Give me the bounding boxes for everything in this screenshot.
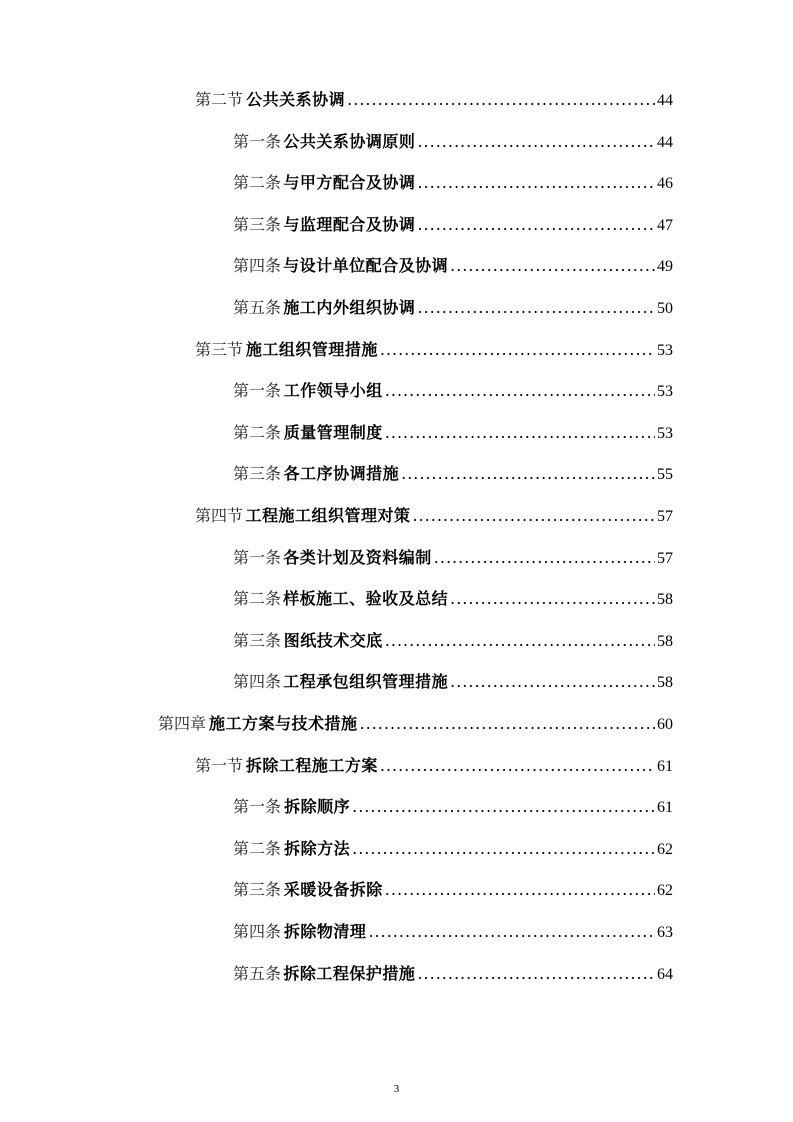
toc-entry-number: 第一条	[233, 131, 282, 151]
toc-entry-title: 施工组织管理措施	[245, 339, 378, 359]
toc-entry-title: 工程施工组织管理对策	[245, 506, 411, 525]
toc-entry[interactable]	[195, 754, 673, 778]
toc-entry-page: 53	[657, 341, 673, 359]
toc-entry-page: 58	[657, 591, 673, 609]
toc-entry-page: 61	[657, 757, 673, 775]
toc-entry-title: 公共关系协调	[246, 90, 346, 109]
toc-entry-number: 第二节	[195, 90, 244, 109]
toc-entry-title: 各类计划及资料编制	[283, 547, 432, 567]
toc-dot-leader	[368, 920, 655, 944]
toc-entry-page: 57	[657, 508, 673, 525]
toc-entry-title: 样板施工、验收及总结	[283, 589, 449, 609]
toc-entry[interactable]	[195, 338, 673, 362]
toc-dot-leader	[352, 795, 655, 819]
toc-dot-leader	[360, 712, 655, 736]
toc-dot-leader	[380, 754, 655, 778]
toc-entry-page: 50	[657, 300, 673, 317]
toc-entry[interactable]	[233, 546, 673, 570]
toc-entry-title: 施工内外组织协调	[283, 298, 416, 317]
toc-dot-leader	[417, 171, 655, 195]
toc-entry[interactable]	[233, 130, 673, 154]
toc-entry-number: 第二条	[233, 838, 282, 858]
toc-entry-number: 第四条	[233, 256, 282, 276]
toc-entry[interactable]	[233, 254, 673, 278]
toc-entry-title: 与设计单位配合及协调	[283, 256, 449, 276]
toc-entry-title: 拆除顺序	[284, 797, 351, 817]
toc-entry-number: 第一条	[233, 381, 282, 401]
toc-entry-number: 第三条	[233, 464, 282, 484]
toc-dot-leader	[401, 462, 655, 486]
toc-entry-title: 工作领导小组	[283, 381, 383, 401]
toc-entry[interactable]	[233, 171, 673, 195]
toc-entry-number: 第三条	[233, 880, 282, 900]
toc-dot-leader	[412, 504, 655, 528]
toc-dot-leader	[380, 338, 655, 362]
toc-dot-leader	[385, 379, 655, 403]
toc-dot-leader	[450, 587, 655, 611]
toc-entry-number: 第三条	[233, 214, 282, 234]
toc-entry-number: 第一节	[195, 755, 244, 775]
toc-entry-page: 46	[657, 175, 673, 193]
toc-dot-leader	[385, 629, 655, 653]
toc-dot-leader	[417, 213, 655, 237]
toc-entry-number: 第三条	[233, 630, 282, 650]
toc-entry-title: 拆除工程保护措施	[283, 963, 416, 983]
toc-entry-number: 第二条	[233, 422, 282, 442]
toc-dot-leader	[417, 130, 655, 154]
toc-entry-number: 第二条	[233, 589, 282, 609]
toc-entry[interactable]	[233, 920, 673, 944]
toc-entry-page: 47	[657, 216, 673, 234]
toc-entry-page: 62	[657, 882, 673, 900]
toc-entry[interactable]	[233, 213, 673, 237]
toc-entry-number: 第二条	[233, 173, 282, 193]
toc-entry-number: 第五条	[233, 298, 282, 317]
toc-entry[interactable]	[233, 795, 673, 819]
toc-entry-page: 61	[657, 799, 673, 817]
toc-entry-title: 拆除工程施工方案	[245, 755, 378, 775]
toc-entry-page: 63	[657, 924, 673, 941]
toc-entry-number: 第四节	[195, 506, 244, 525]
toc-entry-title: 与甲方配合及协调	[283, 173, 416, 193]
toc-entry[interactable]	[233, 962, 673, 986]
toc-entry-page: 58	[657, 674, 673, 692]
toc-entry[interactable]	[158, 712, 673, 736]
toc-dot-leader	[347, 88, 655, 112]
toc-entry-page: 49	[657, 258, 673, 276]
toc-dot-leader	[417, 962, 655, 986]
toc-entry-number: 第四条	[233, 672, 282, 692]
toc-dot-leader	[450, 254, 655, 278]
toc-entry[interactable]	[233, 670, 673, 694]
toc-entry-page: 58	[657, 632, 673, 650]
toc-dot-leader	[385, 878, 655, 902]
toc-entry-title: 各工序协调措施	[283, 464, 400, 484]
toc-entry[interactable]	[195, 504, 673, 528]
toc-entry-page: 53	[657, 383, 673, 401]
toc-entry-page: 53	[657, 424, 673, 442]
toc-entry-number: 第四章	[158, 714, 207, 733]
page-number: 3	[393, 1083, 400, 1095]
toc-entry-number: 第五条	[233, 963, 282, 983]
toc-entry-title: 采暖设备拆除	[283, 880, 383, 900]
toc-entry-page: 64	[657, 965, 673, 983]
toc-dot-leader	[450, 670, 655, 694]
toc-entry-title: 拆除方法	[284, 838, 351, 858]
toc-entry[interactable]	[233, 587, 673, 611]
toc-entry[interactable]	[233, 462, 673, 486]
toc-entry-title: 图纸技术交底	[283, 630, 383, 650]
toc-entry[interactable]	[233, 837, 673, 861]
toc-entry-title: 质量管理制度	[283, 422, 383, 442]
toc-entry-number: 第一条	[233, 797, 282, 817]
toc-entry-page: 44	[657, 133, 673, 151]
toc-entry-title: 与监理配合及协调	[283, 214, 416, 234]
toc-entry[interactable]	[233, 379, 673, 403]
toc-entry-number: 第三节	[195, 339, 244, 359]
toc-entry-page: 55	[657, 466, 673, 484]
toc-dot-leader	[385, 421, 655, 445]
toc-entry[interactable]	[233, 296, 673, 320]
toc-entry-page: 60	[657, 716, 673, 733]
toc-entry-title: 公共关系协调原则	[283, 131, 416, 151]
toc-dot-leader	[434, 546, 655, 570]
toc-dot-leader	[352, 837, 655, 861]
toc-entry[interactable]	[233, 421, 673, 445]
toc-entry-number: 第四条	[233, 922, 282, 941]
toc-entry[interactable]	[233, 629, 673, 653]
toc-dot-leader	[417, 296, 655, 320]
toc-entry-title: 工程承包组织管理措施	[283, 672, 449, 692]
toc-entry-page: 57	[657, 549, 673, 567]
toc-entry-page: 62	[657, 840, 673, 858]
toc-entry-page: 44	[657, 92, 673, 109]
toc-entry-title: 拆除物清理	[283, 922, 367, 941]
toc-entry[interactable]	[233, 878, 673, 902]
toc-entry[interactable]	[195, 88, 673, 112]
toc-entry-number: 第一条	[233, 547, 282, 567]
toc-entry-title: 施工方案与技术措施	[209, 714, 358, 733]
